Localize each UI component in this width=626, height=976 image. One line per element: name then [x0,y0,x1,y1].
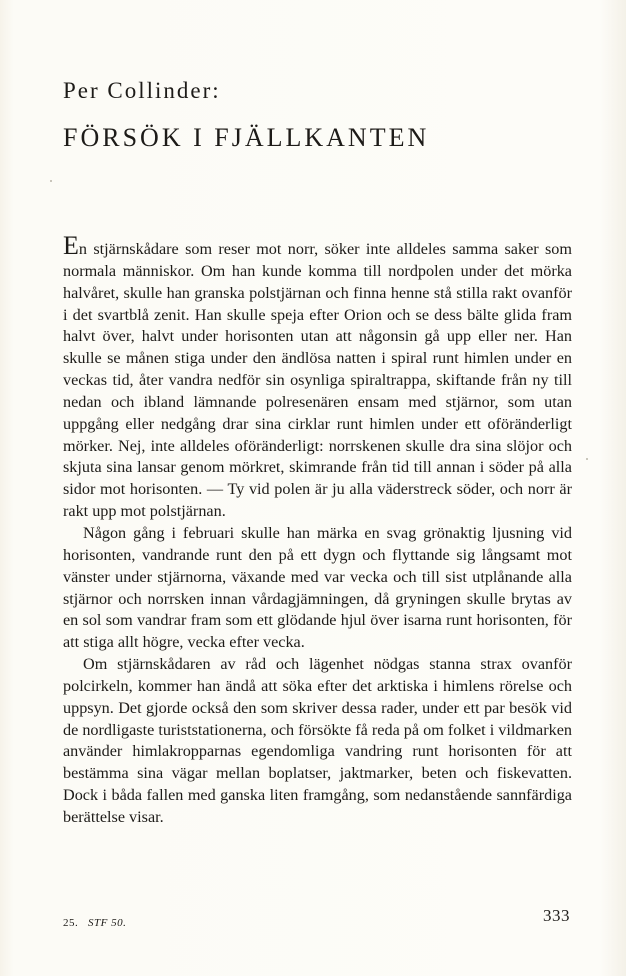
paper-speck [50,180,52,182]
author-name: Per Collinder: [63,78,221,103]
signature-code: STF 50. [88,917,127,929]
paper-speck [586,458,588,460]
paragraph [63,233,572,523]
drop-cap: E [63,231,79,260]
body-text [63,233,572,829]
paragraph-text: n stjärnskådare som reser mot norr, söker inte alldeles samma saker som normala människor. Om han kunde komma till nordpolen under det mörka halvåret, skulle han granska polstjärnan och finna henne stå stilla rakt ovanför i det svartblå zenit. Han skulle speja efter Orion och se dess bälte glida fram halvt över, halvt under horisonten utan att någonsin gå upp eller ner. Han skulle se månen stiga under den ändlösa natten i spiral runt himlen under en veckas tid, åter vandra nedför sin osynliga spiraltrappa, skiftande från ny till nedan och ibland lämnande polresenären ensam med stjärnor, som utan uppgång eller nedgång drar sina cirklar runt himlen under ett oföränderligt mörker. Nej, inte alldeles oföränderligt: norrskenen skulle dra sina slöjor och skjuta sina lansar genom mörkret, skimrande från tid till annan i söder på alla sidor mot horisonten. — Ty vid polen är ju alla väderstreck söder, och norr är rakt upp mot polstjärnan. [63,240,572,521]
paragraph: Någon gång i februari skulle han märka en svag grönaktig ljusning vid horisonten, vandrande runt den på ett dygn och flyttande sig långsamt mot vänster under stjärnorna, växande med var vecka och till sist utplånande alla stjärnor och norrsken innan vårdagjämningen, då gryningen skulle brytas av en sol som vandrar fram som ett glödande hjul över isarna runt horisonten, för att stiga allt högre, vecka efter vecka. [63,523,572,652]
chapter-title: FÖRSÖK I FJÄLLKANTEN [63,123,430,152]
page-number: 333 [543,906,570,925]
signature-number: 25. [63,917,79,929]
printer-signature [63,917,126,929]
paragraph: Om stjärnskådaren av råd och lägenhet nödgas stanna strax ovanför polcirkeln, kommer han ändå att söka efter det arktiska i himlens rörelse och uppsyn. Det gjorde också den som skriver dessa rader, under ett par besök vid de nordligaste turiststationerna, och försökte få reda på om folket i vildmarken använder himlakropparnas egendomliga vandring runt horisonten för att bestämma sina vägar mellan boplatser, jaktmarker, beten och fiskevatten. Dock i båda fallen med ganska liten framgång, som nedanstående sannfärdiga berättelse visar. [63,655,572,826]
